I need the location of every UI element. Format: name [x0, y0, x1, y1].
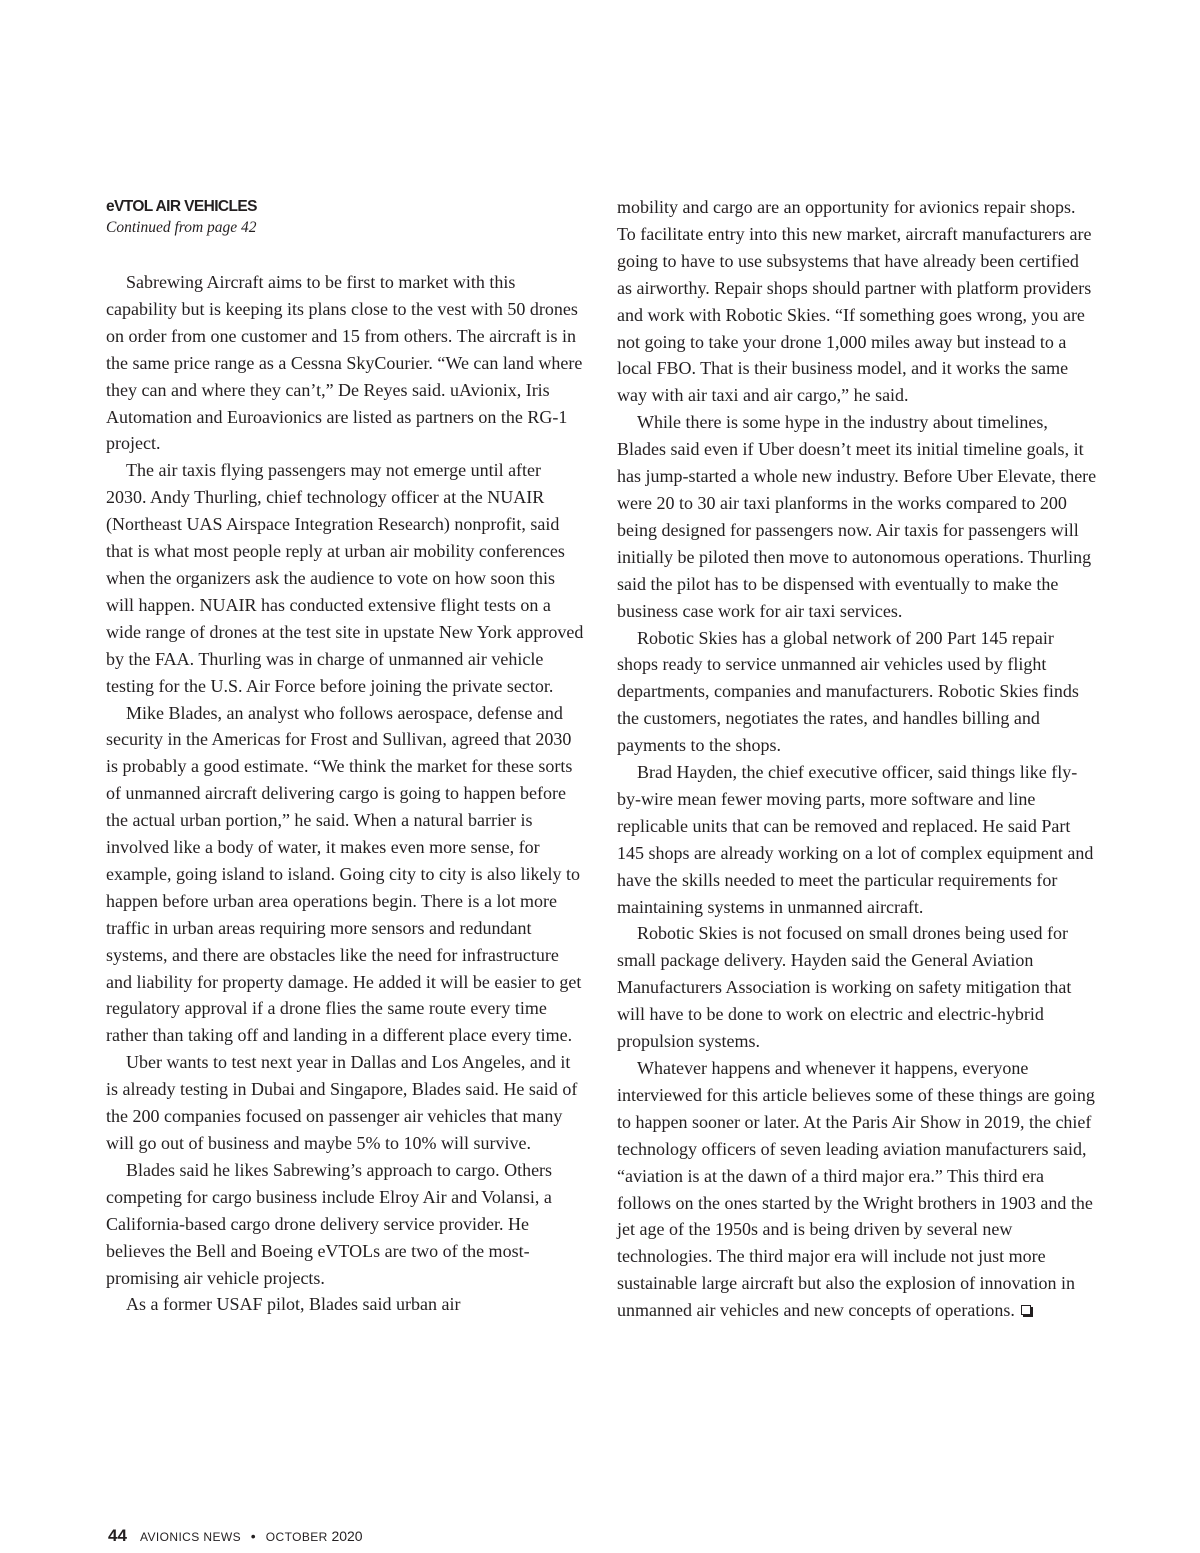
- continued-note: Continued from page 42: [106, 219, 257, 236]
- paragraph: As a former USAF pilot, Blades said urban air: [126, 1294, 461, 1315]
- paragraph: Blades said he likes Sabrewing’s approach to cargo. Others competing for cargo business include Elroy Air and Volansi, a California-based cargo drone delivery service provider. He believes the Bell and Boeing eVTOLs are two of the most-promising air vehicle projects.: [106, 1159, 553, 1288]
- paragraph-final: [617, 1055, 1097, 1324]
- page-number: 44: [108, 1526, 127, 1545]
- footer-separator: •: [250, 1528, 257, 1544]
- right-column: [617, 194, 1097, 1324]
- paragraph: Robotic Skies has a global network of 200 Part 145 repair shops ready to service unmanned air vehicles used by flight departments, companies and manufacturers. Robotic Skies finds the customers, negotiates the rates, and handles billing and payments to the shops.: [617, 627, 1079, 756]
- left-column: [106, 194, 586, 1318]
- paragraph: While there is some hype in the industry about timelines, Blades said even if Uber doesn’t meet its initial timeline goals, it has jump-started a whole new industry. Before Uber Elevate, there were 20 to 30 air taxi planforms in the works compared to 200 being designed for passengers now. Air taxis for passengers will initially be piloted then move to autonomous operations. Thurling said the pilot has to be dispensed with eventually to make the business case work for air taxi services.: [617, 412, 1097, 621]
- paragraph: The air taxis flying passengers may not emerge until after 2030. Andy Thurling, chief technology officer at the NUAIR (Northeast UAS Airspace Integration Research) nonprofit, said that is what most people reply at urban air mobility conferences when the organizers ask the audience to vote on how soon this will happen. NUAIR has conducted extensive flight tests on a wide range of drones at the test site in upstate New York approved by the FAA. Thurling was in charge of unmanned air vehicle testing for the U.S. Air Force before joining the private sector.: [106, 460, 584, 696]
- paragraph: mobility and cargo are an opportunity for avionics repair shops. To facilitate entry into this new market, aircraft manufacturers are going to have to use subsystems that have already been certified as airworthy. Repair shops should partner with platform providers and work with Robotic Skies. “If something goes wrong, you are not going to take your drone 1,000 miles away but instead to a local FBO. That is their business model, and it works the same way with air taxi and air cargo,” he said.: [617, 197, 1092, 406]
- paragraph: Brad Hayden, the chief executive officer, said things like fly-by-wire mean fewer moving parts, more software and line replicable units that can be removed and replaced. He said Part 145 shops are already working on a lot of complex equipment and have the skills needed to meet the particular requirements for maintaining systems in unmanned aircraft.: [617, 762, 1094, 917]
- issue-year: 2020: [331, 1528, 363, 1544]
- end-of-article-icon: [1021, 1305, 1031, 1315]
- section-title: eVTOL AIR VEHICLES: [106, 198, 257, 215]
- paragraph: Sabrewing Aircraft aims to be first to market with this capability but is keeping its plans close to the vest with 50 drones on order from one customer and 15 from others. The aircraft is in the same price range as a Cessna SkyCourier. “We can land where they can and where they can’t,” De Reyes said. uAvionix, Iris Automation and Euroavionics are listed as partners on the RG-1 project.: [106, 272, 583, 454]
- publication-name: AVIONICS NEWS: [140, 1530, 241, 1544]
- paragraph: Uber wants to test next year in Dallas and Los Angeles, and it is already testing in Dubai and Singapore, Blades said. He said of the 200 companies focused on passenger air vehicles that many will go out of business and maybe 5% to 10% will survive.: [106, 1052, 578, 1153]
- paragraph: Robotic Skies is not focused on small drones being used for small package delivery. Hayden said the General Aviation Manufacturers Association is working on safety mitigation that will have to be done to work on electric and electric-hybrid propulsion systems.: [617, 923, 1072, 1052]
- paragraph-final-text: Whatever happens and whenever it happens, everyone interviewed for this article believes some of these things are going to happen sooner or later. At the Paris Air Show in 2019, the chief technology officers of seven leading aviation manufacturers said, “aviation is at the dawn of a third major era.” This third era follows on the ones started by the Wright brothers in 1903 and the jet age of the 1950s and is being driven by several new technologies. The third major era will include not just more sustainable large aircraft but also the explosion of innovation in unmanned air vehicles and new concepts of operations.: [617, 1058, 1095, 1321]
- page-footer: [108, 1526, 363, 1546]
- paragraph: Mike Blades, an analyst who follows aerospace, defense and security in the Americas for Frost and Sullivan, agreed that 2030 is probably a good estimate. “We think the market for these sorts of unmanned aircraft delivering cargo is going to happen before the actual urban portion,” he said. When a natural barrier is involved like a body of water, it makes even more sense, for example, going island to island. Going city to city is also likely to happen before urban area operations begin. There is a lot more traffic in urban areas requiring more sensors and redundant systems, and there are obstacles like the need for infrastructure and liability for property damage. He added it will be easier to get regulatory approval if a drone flies the same route every time rather than taking off and landing in a different place every time.: [106, 702, 582, 1046]
- issue-month: OCTOBER: [265, 1530, 328, 1544]
